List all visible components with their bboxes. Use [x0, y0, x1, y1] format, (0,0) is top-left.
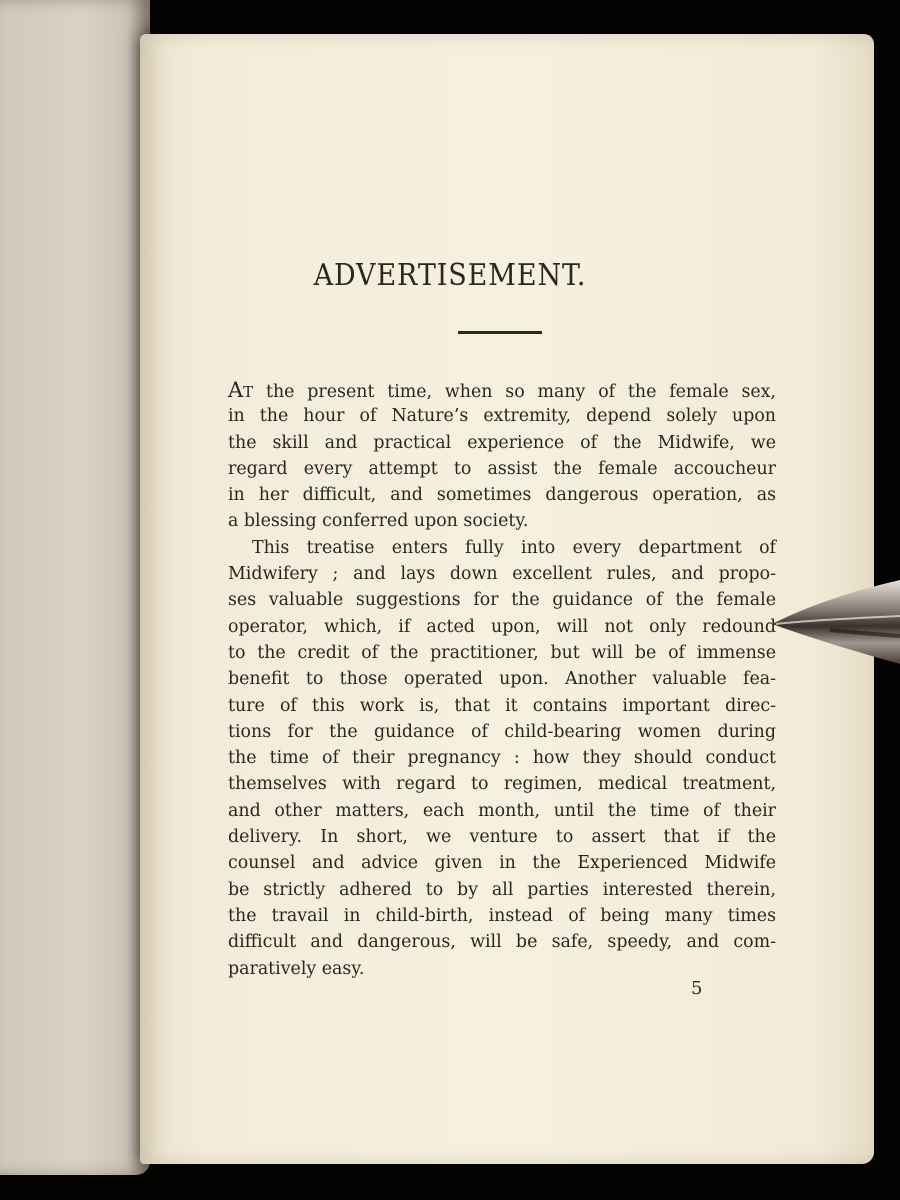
text-line: in her difficult, and sometimes dangerous operation, as [228, 485, 776, 506]
text-line: a blessing conferred upon society. [228, 511, 529, 532]
text-line: be strictly adhered to by all parties interested therein, [228, 879, 776, 900]
page-number: 5 [691, 978, 703, 999]
text-line: counsel and advice given in the Experienced Midwife [228, 853, 776, 874]
text-line: regard every attempt to assist the female accoucheur [228, 458, 776, 479]
previous-page-edge [0, 0, 150, 1175]
metal-pointer-icon [770, 580, 900, 664]
text-line: the time of their pregnancy : how they should conduct [228, 748, 776, 769]
page-title: ADVERTISEMENT. [313, 258, 587, 293]
text-line: operator, which, if acted upon, will not only redound [228, 616, 776, 637]
advertisement-text [228, 377, 776, 982]
text-line: difficult and dangerous, will be safe, speedy, and com- [228, 932, 776, 953]
text-line [228, 377, 776, 403]
text-line: and other matters, each month, until the time of their [228, 800, 776, 821]
title-rule [458, 331, 542, 334]
small-cap: T [243, 383, 254, 401]
text-line: tions for the guidance of child-bearing women during [228, 721, 776, 742]
text-line: the skill and practical experience of the Midwife, we [228, 432, 776, 453]
text-line: This treatise enters fully into every department of [252, 537, 776, 558]
text-line: the travail in child-birth, instead of being many times [228, 905, 776, 926]
text-line: to the credit of the practitioner, but will be of immense [228, 642, 776, 663]
drop-initial: A [228, 378, 244, 402]
text-line: ses valuable suggestions for the guidance of the female [228, 590, 776, 611]
text-line: Midwifery ; and lays down excellent rules, and propo- [228, 564, 776, 585]
text-line: themselves with regard to regimen, medical treatment, [228, 774, 776, 795]
text-line: benefit to those operated upon. Another valuable fea- [228, 669, 776, 690]
text-line: paratively easy. [228, 958, 365, 979]
text-line: in the hour of Nature’s extremity, depend solely upon [228, 406, 776, 427]
text-line-content: the present time, when so many of the female sex, [253, 382, 776, 402]
text-line: ture of this work is, that it contains important direc- [228, 695, 776, 716]
text-line: delivery. In short, we venture to assert that if the [228, 827, 776, 848]
